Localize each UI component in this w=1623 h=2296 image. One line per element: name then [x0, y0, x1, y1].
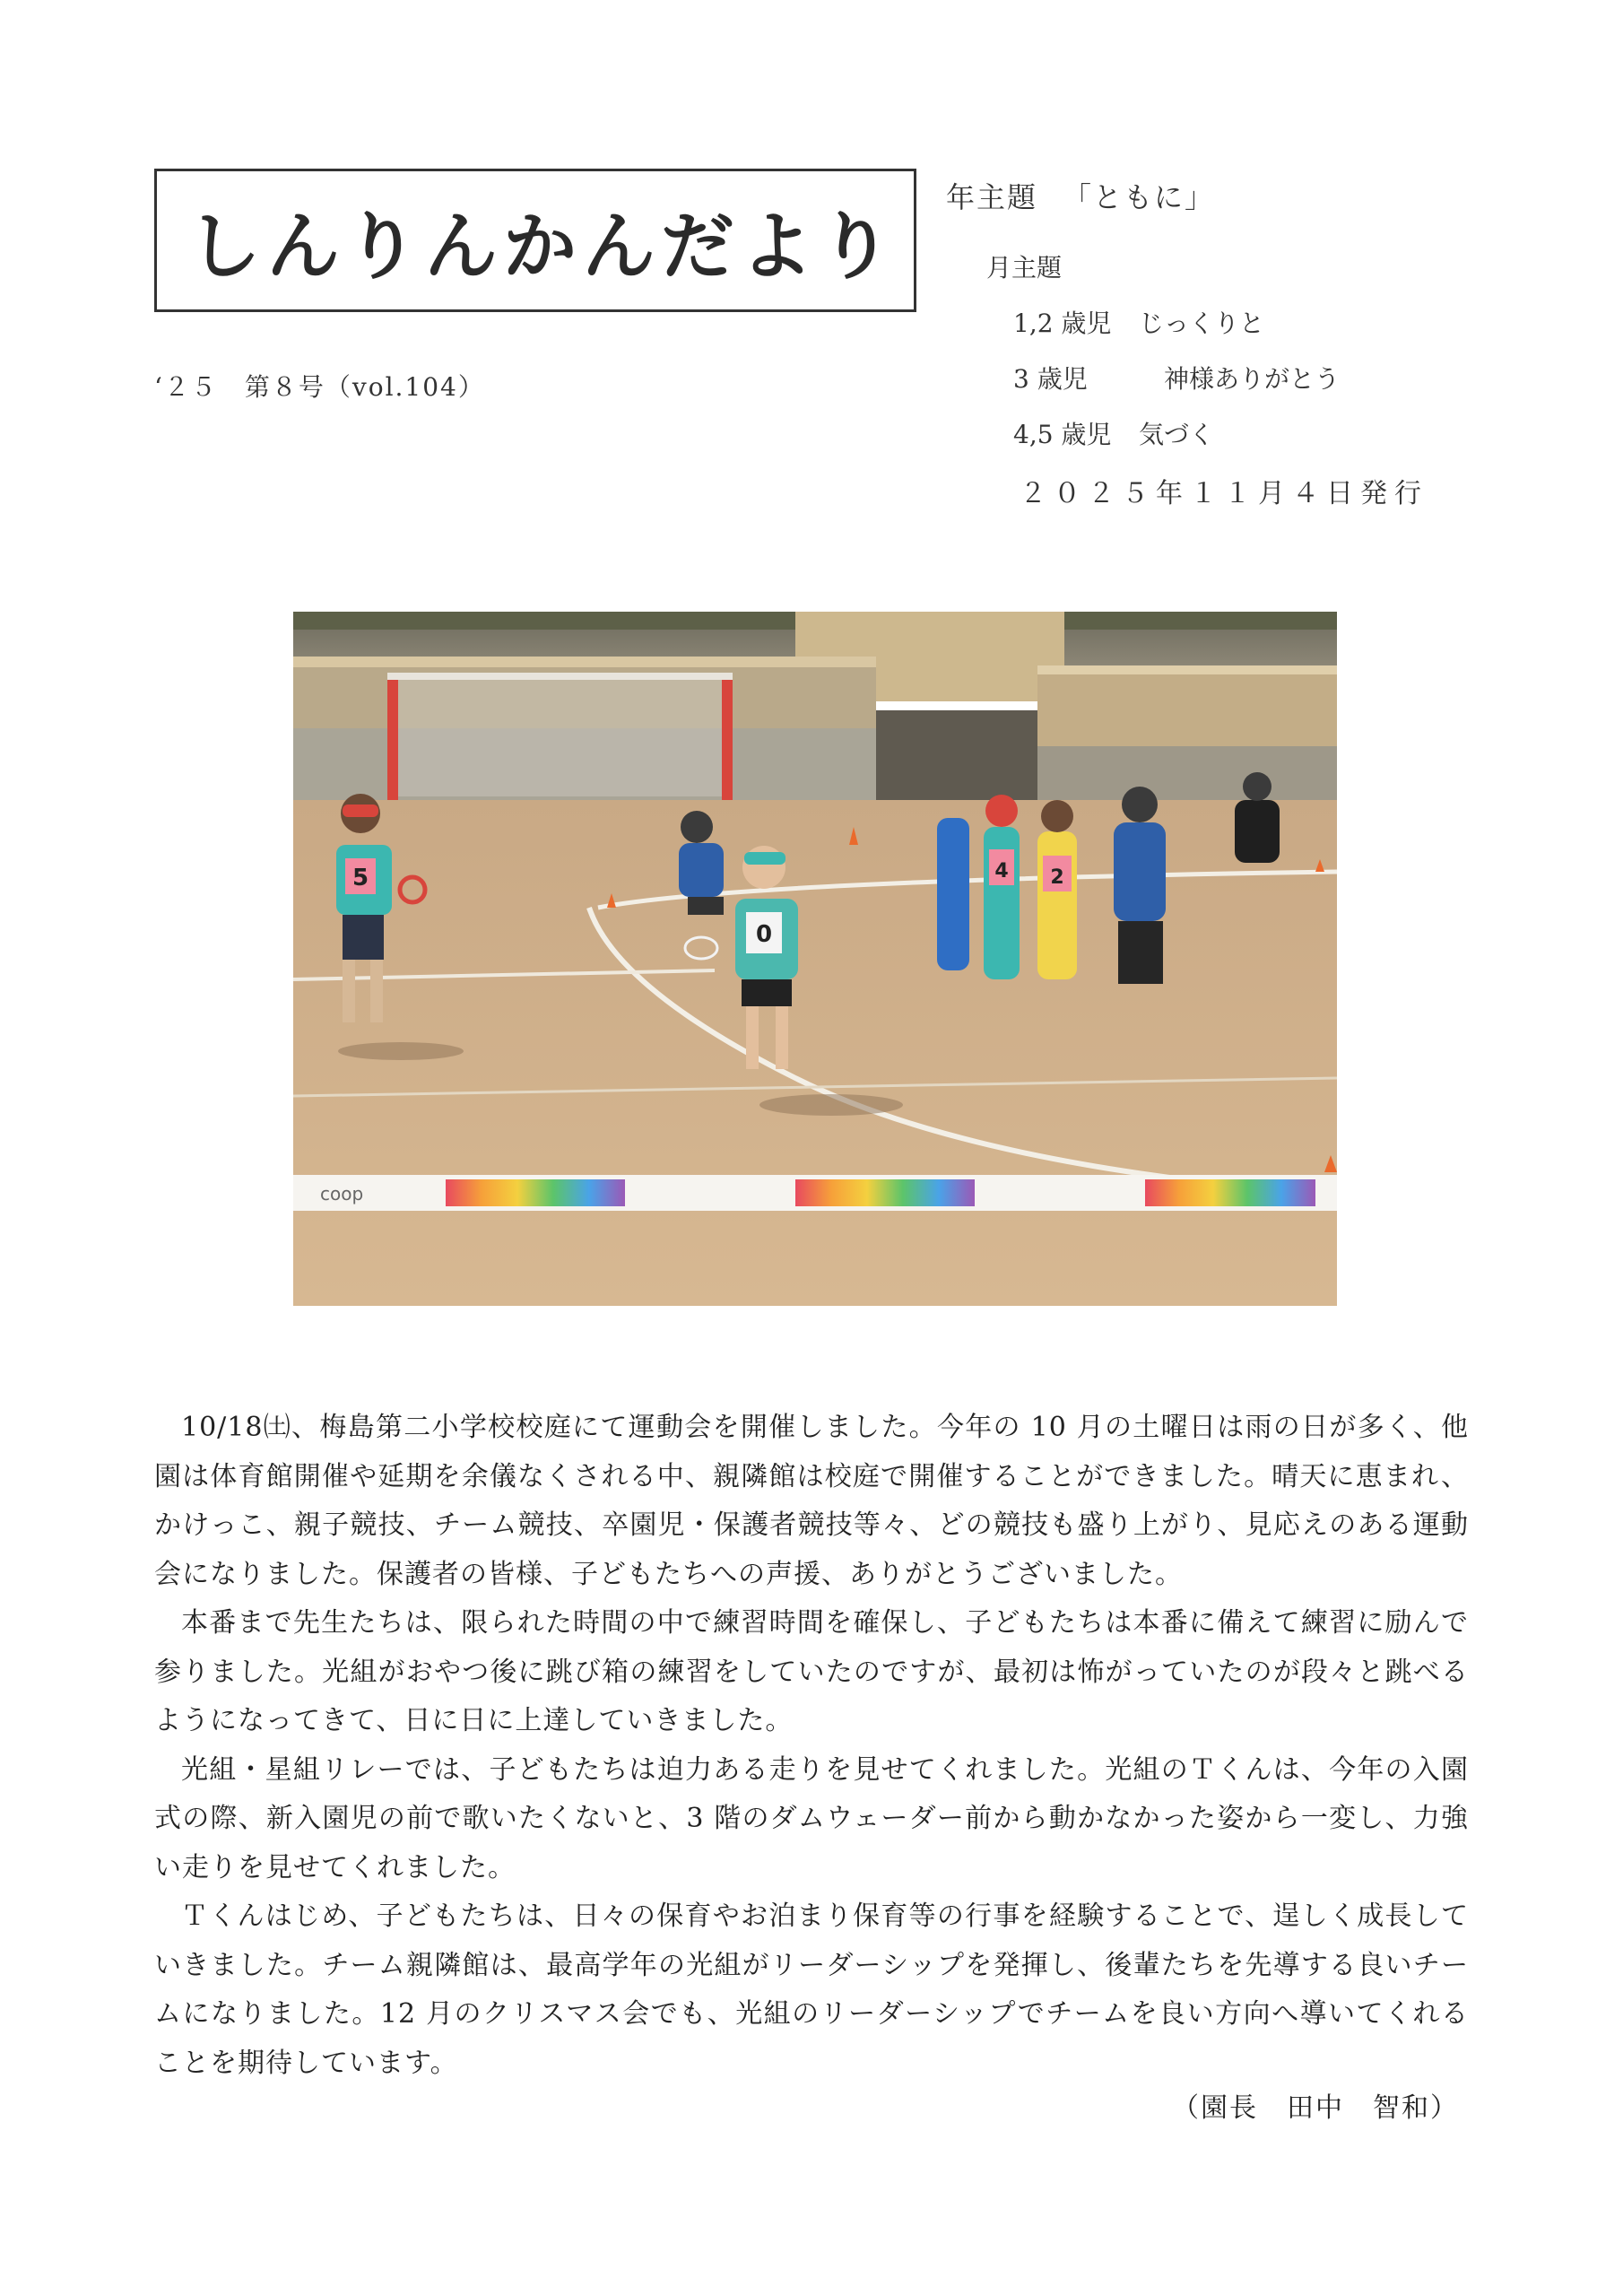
themes-block [946, 175, 1340, 451]
newsletter-title-box [154, 169, 916, 312]
bib-number: 4 [994, 860, 1009, 883]
year-theme-value: 「ともに」 [1063, 180, 1216, 214]
month-theme-row [1013, 304, 1340, 340]
month-theme-value: じっくりと [1139, 309, 1265, 338]
article-paragraph: 10/18㈯、梅島第二小学校校庭にて運動会を開催しました。今年の 10 月の土曜日は雨の日が多く、他園は体育館開催や延期を余儀なくされる中、親隣館は校庭で開催することができました。晴天に恵まれ、かけっこ、親子競技、チーム競技、卒園児・保護者競技等々、どの競技も盛り上がり、見応えのある運動会になりました。保護者の皆様、子どもたちへの声援、ありがとうございました。 [154, 1412, 1469, 1590]
article-paragraph: 光組・星組リレーでは、子どもたちは迫力ある走りを見せてくれました。光組のＴくんは、今年の入園式の際、新入園児の前で歌いたくないと、3 階のダムウェーダー前から動かなかった姿から一変し、力強い走りを見せてくれました。 [154, 1753, 1469, 1883]
year-theme-label: 年主題 [946, 180, 1038, 214]
month-theme-age: 3 歳児 [1013, 364, 1088, 394]
issue-number: ‘２５ 第８号（vol.104） [154, 372, 485, 402]
signature: （園長 田中 智和） [1172, 2092, 1459, 2124]
month-theme-row [1013, 360, 1340, 396]
newsletter-title: しんりんかんだより [187, 204, 898, 290]
month-theme-age: 1,2 歳児 [1013, 309, 1112, 338]
tape-text: coop [320, 1183, 364, 1205]
bib-number: 5 [352, 865, 369, 891]
sports-day-photo [293, 612, 1337, 1306]
month-theme-row [1013, 415, 1340, 451]
month-theme-age: 4,5 歳児 [1013, 420, 1112, 449]
bib-number: 2 [1050, 866, 1064, 889]
bib-number: 0 [755, 921, 773, 948]
month-theme-title: 月主題 [986, 253, 1063, 283]
month-theme-value: 神様ありがとう [1139, 364, 1341, 394]
month-theme-value: 気づく [1139, 420, 1215, 449]
issue-date: ２０２５年１１月４日発行 [1020, 478, 1428, 509]
year-theme [946, 175, 1340, 216]
article-paragraph: 本番まで先生たちは、限られた時間の中で練習時間を確保し、子どもたちは本番に備えて練習に励んで参りました。光組がおやつ後に跳び箱の練習をしていたのですが、最初は怖がっていたのが段々と跳べるようになってきて、日に日に上達していきました。 [154, 1607, 1469, 1736]
article-paragraph: Ｔくんはじめ、子どもたちは、日々の保育やお泊まり保育等の行事を経験することで、逞しく成長していきました。チーム親隣館は、最高学年の光組がリーダーシップを発揮し、後輩たちを先導する良いチームになりました。12 月のクリスマス会でも、光組のリーダーシップでチームを良い方向へ導いてくれることを期待しています。 [154, 1900, 1469, 2079]
article-body [154, 1404, 1469, 2088]
